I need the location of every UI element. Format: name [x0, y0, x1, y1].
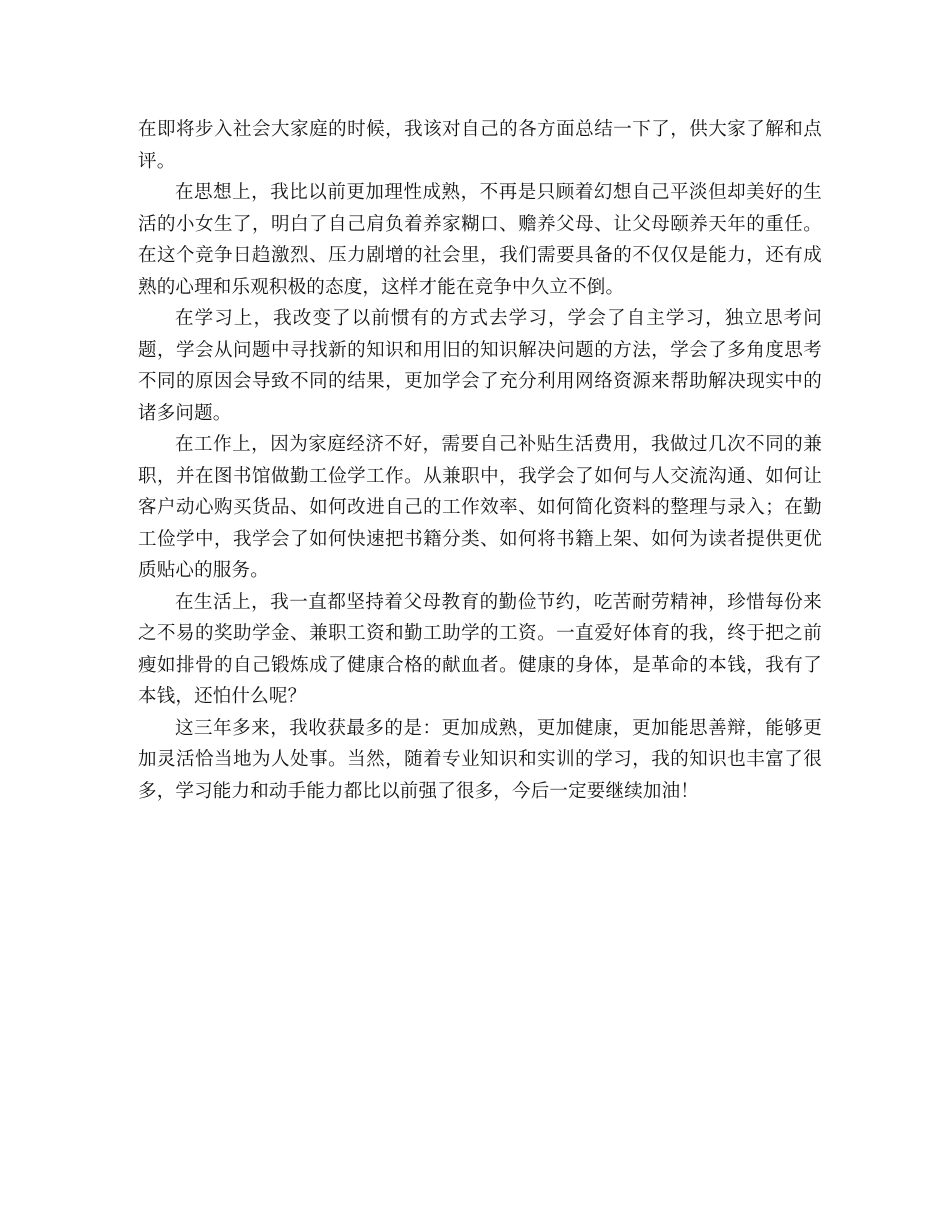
paragraph-summary: 这三年多来，我收获最多的是：更加成熟，更加健康，更加能思善辩，能够更加灵活恰当地为人处事。当然，随着专业知识和实训的学习，我的知识也丰富了很多，学习能力和动手能力都比以前强了很多，今后一定要继续加油！	[138, 717, 822, 802]
paragraph-study: 在学习上，我改变了以前惯有的方式去学习，学会了自主学习，独立思考问题，学会从问题中寻找新的知识和用旧的知识解决问题的方法，学会了多角度思考不同的原因会导致不同的结果，更加学会了充分利用网络资源来帮助解决现实中的诸多问题。	[138, 308, 822, 424]
paragraph-intro: 在即将步入社会大家庭的时候，我该对自己的各方面总结一下了，供大家了解和点评。	[138, 119, 822, 172]
paragraph-thought: 在思想上，我比以前更加理性成熟，不再是只顾着幻想自己平淡但却美好的生活的小女生了，明白了自己肩负着养家糊口、赡养父母、让父母颐养天年的重任。在这个竞争日趋激烈、压力剧增的社会里，我们需要具备的不仅仅是能力，还有成熟的心理和乐观积极的态度，这样才能在竞争中久立不倒。	[138, 182, 822, 298]
document-body	[138, 114, 822, 807]
paragraph-work: 在工作上，因为家庭经济不好，需要自己补贴生活费用，我做过几次不同的兼职，并在图书馆做勤工俭学工作。从兼职中，我学会了如何与人交流沟通、如何让客户动心购买货品、如何改进自己的工作效率、如何简化资料的整理与录入；在勤工俭学中，我学会了如何快速把书籍分类、如何将书籍上架、如何为读者提供更优质贴心的服务。	[138, 434, 822, 581]
paragraph-life: 在生活上，我一直都坚持着父母教育的勤俭节约，吃苦耐劳精神，珍惜每份来之不易的奖助学金、兼职工资和勤工助学的工资。一直爱好体育的我，终于把之前瘦如排骨的自己锻炼成了健康合格的献血者。健康的身体，是革命的本钱，我有了本钱，还怕什么呢？	[138, 591, 822, 707]
